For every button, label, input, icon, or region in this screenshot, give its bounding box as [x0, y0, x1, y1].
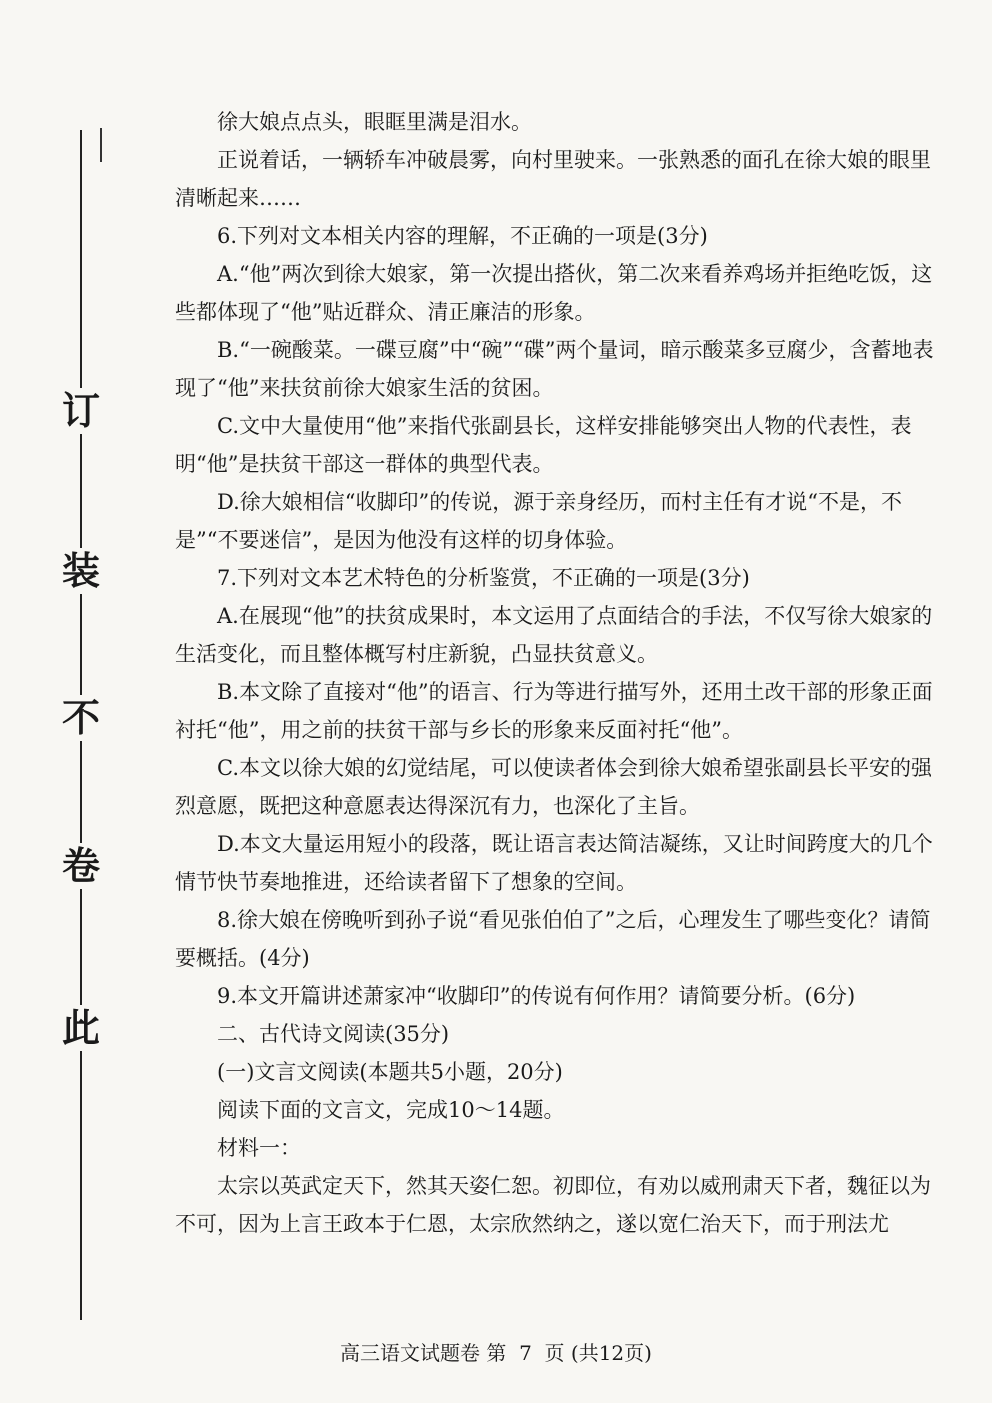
question-7: 7.下列对文本艺术特色的分析鉴赏，不正确的一项是(3分) — [217, 566, 750, 590]
binding-char-juan: 卷 — [58, 843, 104, 889]
exam-content — [175, 103, 945, 1243]
page-footer — [0, 1338, 992, 1368]
paragraph: 徐大娘点点头，眼眶里满是泪水。 — [217, 110, 532, 134]
question-8: 8.徐大娘在傍晚听到孙子说“看见张伯伯了”之后，心理发生了哪些变化？请简要概括。(4分) — [175, 908, 931, 970]
material-label: 材料一： — [217, 1136, 301, 1160]
option-6a: A.“他”两次到徐大娘家，第一次提出搭伙，第二次来看养鸡场并拒绝吃饭，这些都体现了“他”贴近群众、清正廉洁的形象。 — [175, 262, 933, 324]
margin-tick — [100, 128, 102, 162]
classical-text: 太宗以英武定天下，然其天姿仁恕。初即位，有劝以威刑肃天下者，魏征以为不可，因为上言王政本于仁恩，太宗欣然纳之，遂以宽仁治天下，而于刑法尤 — [175, 1174, 931, 1236]
binding-char-ding: 订 — [58, 388, 104, 434]
paragraph: 正说着话，一辆轿车冲破晨雾，向村里驶来。一张熟悉的面孔在徐大娘的眼里清晰起来…… — [175, 148, 931, 210]
question-9: 9.本文开篇讲述萧家冲“收脚印”的传说有何作用？请简要分析。(6分) — [217, 984, 856, 1008]
question-6: 6.下列对文本相关内容的理解，不正确的一项是(3分) — [217, 224, 708, 248]
binding-char-zhuang: 装 — [58, 548, 104, 594]
option-6d: D.徐大娘相信“收脚印”的传说，源于亲身经历，而村主任有才说“不是，不是”“不要迷信”，是因为他没有这样的切身体验。 — [175, 490, 902, 552]
binding-char-bu: 不 — [58, 695, 104, 741]
binding-char-ci: 此 — [58, 1005, 104, 1051]
option-7b: B.本文除了直接对“他”的语言、行为等进行描写外，还用土改干部的形象正面衬托“他”，用之前的扶贫干部与乡长的形象来反面衬托“他”。 — [175, 680, 933, 742]
subsection-heading: (一)文言文阅读(本题共5小题，20分) — [217, 1060, 563, 1084]
section-heading: 二、古代诗文阅读(35分) — [217, 1022, 450, 1046]
footer-text: 高三语文试题卷 第 7 页 (共12页) — [340, 1341, 652, 1365]
option-7c: C.本文以徐大娘的幻觉结尾，可以使读者体会到徐大娘希望张副县长平安的强烈意愿，既把这种意愿表达得深沉有力，也深化了主旨。 — [175, 756, 932, 818]
option-7a: A.在展现“他”的扶贫成果时，本文运用了点面结合的手法，不仅写徐大娘家的生活变化，而且整体概写村庄新貌，凸显扶贫意义。 — [175, 604, 933, 666]
binding-margin — [0, 0, 150, 1403]
instruction: 阅读下面的文言文，完成10～14题。 — [217, 1098, 565, 1122]
option-6b: B.“一碗酸菜。一碟豆腐”中“碗”“碟”两个量词，暗示酸菜多豆腐少，含蓄地表现了“他”来扶贫前徐大娘家生活的贫困。 — [175, 338, 934, 400]
option-6c: C.文中大量使用“他”来指代张副县长，这样安排能够突出人物的代表性，表明“他”是扶贫干部这一群体的典型代表。 — [175, 414, 912, 476]
option-7d: D.本文大量运用短小的段落，既让语言表达简洁凝练，又让时间跨度大的几个情节快节奏地推进，还给读者留下了想象的空间。 — [175, 832, 933, 894]
